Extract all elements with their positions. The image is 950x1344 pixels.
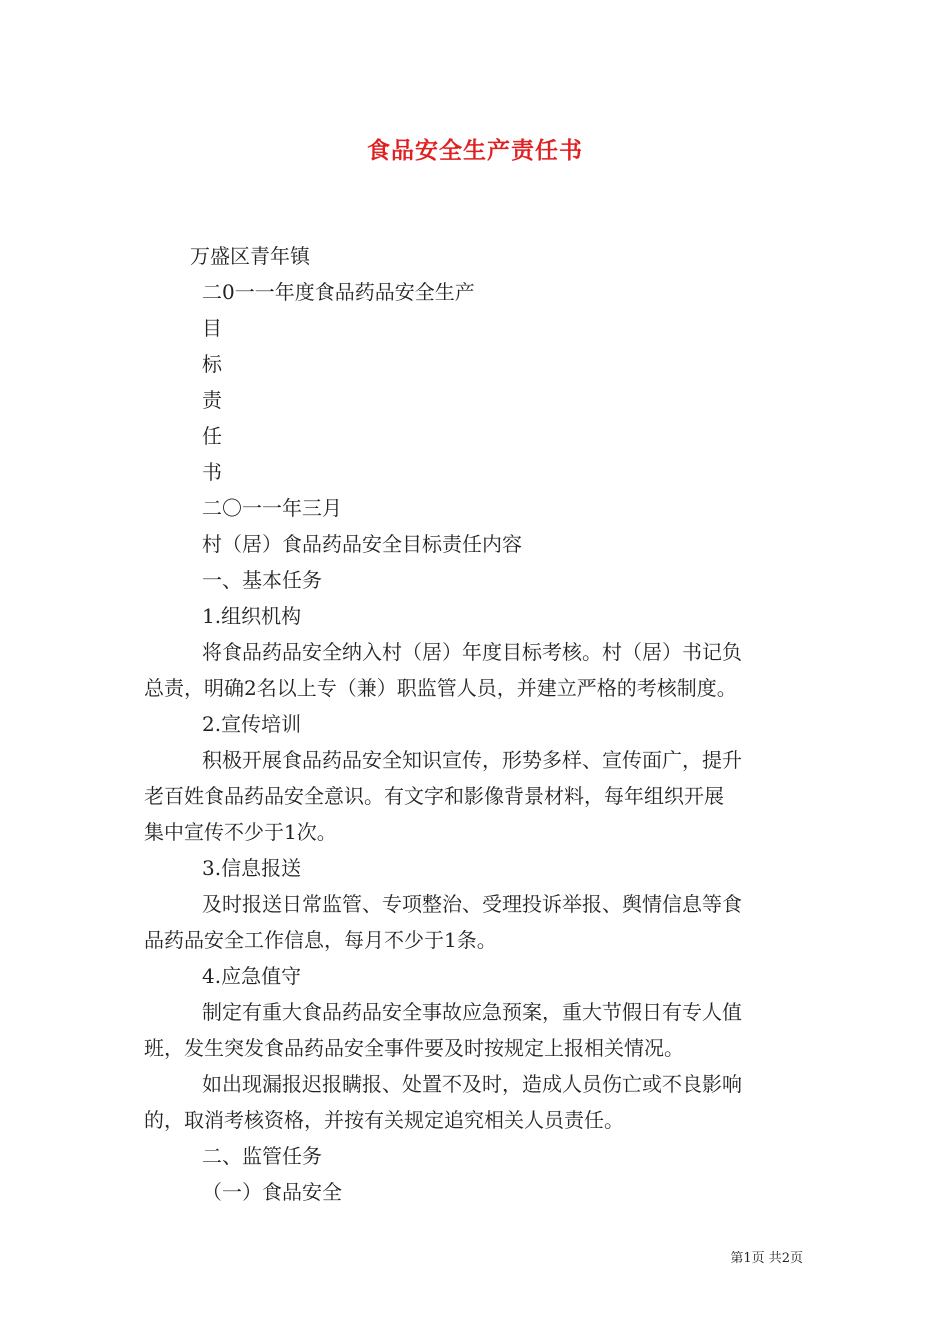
- paragraph-line: 品药品安全工作信息，每月不少于1条。: [144, 928, 497, 952]
- paragraph-line: 老百姓食品药品安全意识。有文字和影像背景材料，每年组织开展: [144, 784, 724, 808]
- page-number: 第1页 共2页: [730, 1251, 803, 1266]
- paragraph-line: 积极开展食品药品安全知识宣传，形势多样、宣传面广，提升: [202, 748, 742, 772]
- paragraph-line: 总责，明确2名以上专（兼）职监管人员，并建立严格的考核制度。: [144, 676, 737, 700]
- subsection-heading: 3.信息报送: [202, 856, 302, 880]
- doc-line: 村（居）食品药品安全目标责任内容: [202, 532, 522, 556]
- doc-line: 责: [202, 388, 222, 412]
- section-heading: 一、基本任务: [202, 568, 322, 592]
- paragraph-line: 如出现漏报迟报瞒报、处置不及时，造成人员伤亡或不良影响: [202, 1072, 742, 1096]
- paragraph-line: 班，发生突发食品药品安全事件要及时按规定上报相关情况。: [144, 1036, 684, 1060]
- document-title: 食品安全生产责任书: [367, 137, 583, 164]
- doc-line: 二0一一年度食品药品安全生产: [202, 280, 475, 304]
- doc-line: 二〇一一年三月: [202, 496, 342, 520]
- doc-line: 任: [202, 424, 222, 448]
- subsection-heading: （一）食品安全: [202, 1180, 342, 1204]
- doc-line: 书: [202, 460, 222, 484]
- paragraph-line: 的，取消考核资格，并按有关规定追究相关人员责任。: [144, 1108, 624, 1132]
- paragraph-line: 将食品药品安全纳入村（居）年度目标考核。村（居）书记负: [202, 640, 742, 664]
- subsection-heading: 4.应急值守: [202, 964, 302, 988]
- doc-line: 目: [202, 316, 222, 340]
- section-heading: 二、监管任务: [202, 1144, 322, 1168]
- subsection-heading: 2.宣传培训: [202, 712, 302, 736]
- doc-line: 标: [202, 352, 222, 376]
- paragraph-line: 及时报送日常监管、专项整治、受理投诉举报、舆情信息等食: [202, 892, 742, 916]
- subsection-heading: 1.组织机构: [202, 604, 302, 628]
- doc-line: 万盛区青年镇: [190, 244, 310, 268]
- paragraph-line: 制定有重大食品药品安全事故应急预案，重大节假日有专人值: [202, 1000, 742, 1024]
- paragraph-line: 集中宣传不少于1次。: [144, 820, 337, 844]
